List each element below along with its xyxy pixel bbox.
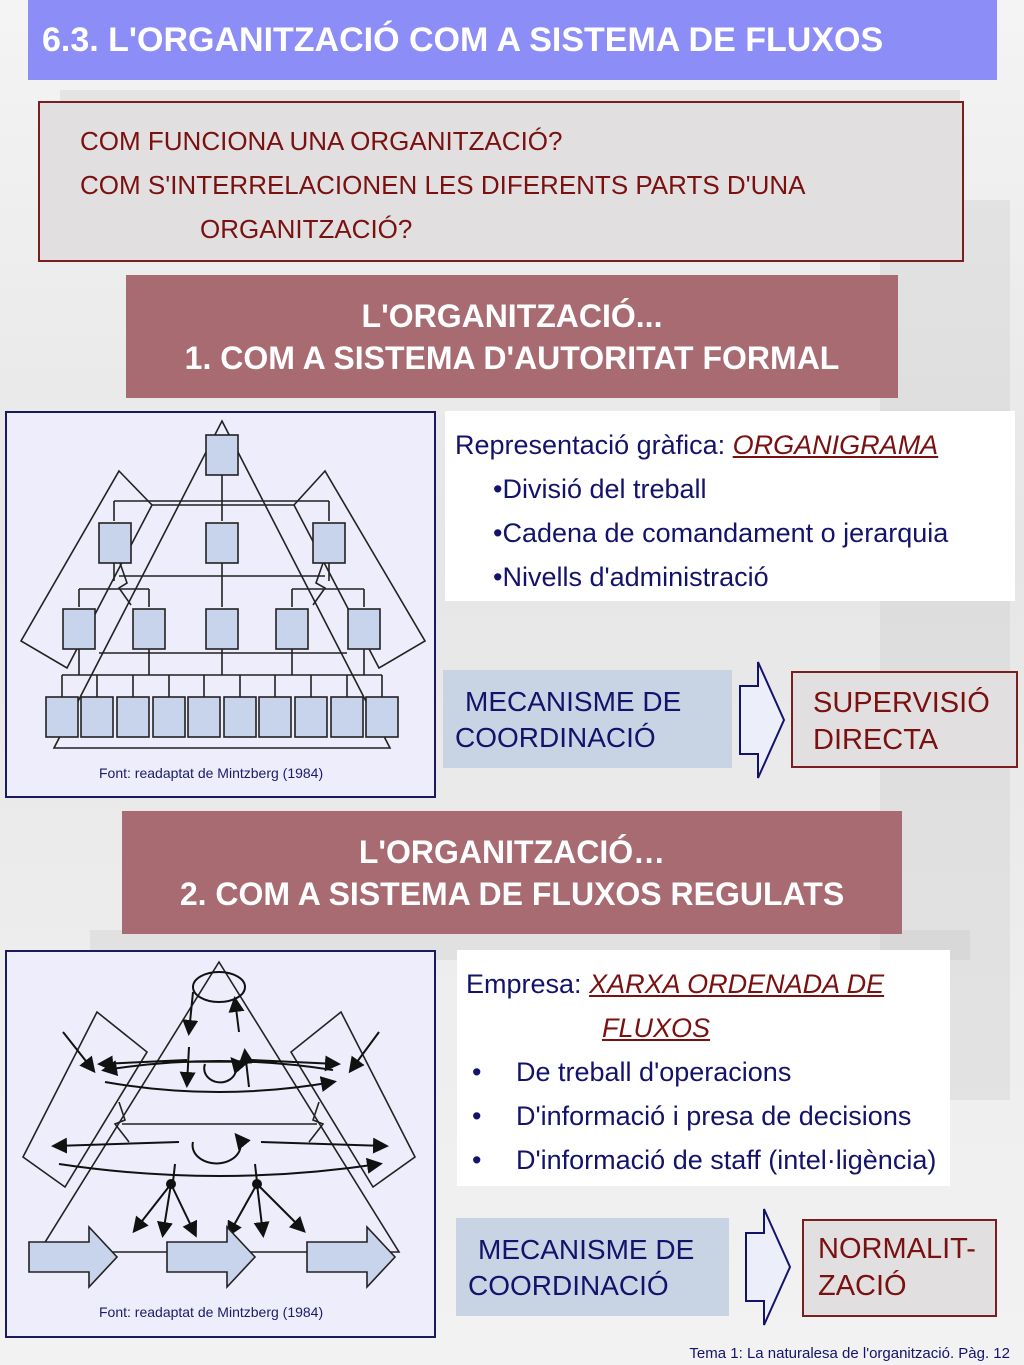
organigram-diagram (5, 411, 436, 798)
result-line: SUPERVISIÓ (813, 687, 990, 719)
questions-box (38, 101, 964, 262)
bullet-item: • De treball d'operacions (466, 1050, 950, 1094)
standardization-box (802, 1219, 997, 1317)
representation-panel (445, 411, 1015, 601)
bullet-text: Cadena de comandament o jerarquia (502, 518, 949, 548)
arrow-right-icon (738, 660, 788, 780)
source-caption: Font: readaptat de Mintzberg (1984) (99, 1304, 324, 1320)
representation-heading (455, 423, 1015, 467)
bullet-item: • D'informació de staff (intel·ligència) (466, 1138, 950, 1182)
company-panel (457, 950, 950, 1186)
flows-svg (7, 952, 438, 1340)
page-footer: Tema 1: La naturalesa de l'organització. Pàg. 12 (689, 1345, 1010, 1362)
bullet-item: •Nivells d'administració (493, 562, 769, 592)
mechanism-line: COORDINACIÓ (468, 1270, 669, 1301)
arrow-right-icon (744, 1207, 794, 1327)
question-line: ORGANITZACIÓ? (200, 214, 413, 244)
company-heading (466, 962, 950, 1006)
company-heading-cont (466, 1006, 950, 1050)
direct-supervision-box (791, 671, 1018, 768)
mechanism-line: COORDINACIÓ (455, 722, 656, 753)
banner-line: 2. COM A SISTEMA DE FLUXOS REGULATS (179, 875, 845, 912)
banner-line: L'ORGANITZACIÓ… (358, 833, 666, 870)
bullet-text: Nivells d'administració (502, 562, 769, 592)
bullet-item: • D'informació i presa de decisions (466, 1094, 950, 1138)
organigram-svg (7, 413, 438, 800)
result-line: ZACIÓ (818, 1270, 907, 1302)
section1-banner (126, 275, 898, 398)
mechanism-line: MECANISME DE (478, 1234, 695, 1265)
bullet-text: D'informació i presa de decisions (516, 1101, 912, 1131)
bullet-text: D'informació de staff (intel·ligència) (516, 1145, 937, 1175)
representation-label: Representació gràfica: (455, 430, 726, 460)
question-line: COM S'INTERRELACIONEN LES DIFERENTS PARTS D'UNA (80, 170, 806, 200)
source-caption: Font: readaptat de Mintzberg (1984) (99, 765, 324, 781)
organigrama-link[interactable]: ORGANIGRAMA (732, 430, 939, 460)
result-line: NORMALIT- (818, 1233, 976, 1265)
coordination-mechanism-box (456, 1218, 729, 1316)
flows-network-link-cont[interactable]: FLUXOS (602, 1013, 711, 1043)
bullet-text: De treball d'operacions (516, 1057, 792, 1087)
company-label: Empresa: (466, 969, 582, 999)
section2-banner (122, 811, 902, 934)
bullet-item: •Divisió del treball (493, 474, 707, 504)
banner-line: L'ORGANITZACIÓ... (361, 297, 663, 334)
bullet-item: •Cadena de comandament o jerarquia (493, 518, 949, 548)
flows-network-link[interactable]: XARXA ORDENADA DE (589, 969, 885, 999)
banner-line: 1. COM A SISTEMA D'AUTORITAT FORMAL (184, 339, 840, 376)
coordination-mechanism-box (443, 670, 732, 768)
flows-diagram (5, 950, 436, 1338)
question-line: COM FUNCIONA UNA ORGANITZACIÓ? (80, 126, 563, 156)
page-title: 6.3. L'ORGANITZACIÓ COM A SISTEMA DE FLUXOS (28, 0, 997, 80)
bullet-text: Divisió del treball (502, 474, 707, 504)
result-line: DIRECTA (813, 724, 939, 756)
mechanism-line: MECANISME DE (465, 686, 682, 717)
